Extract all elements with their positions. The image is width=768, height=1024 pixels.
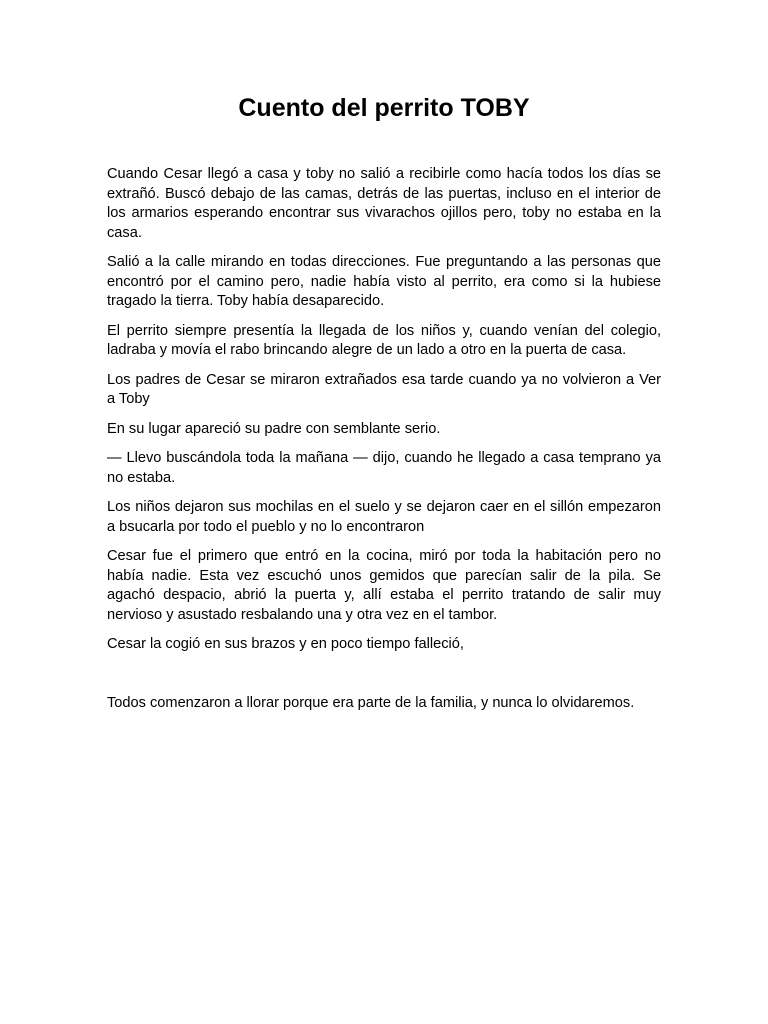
paragraph-7: Los niños dejaron sus mochilas en el suelo y se dejaron caer en el sillón empezaron a bsucarla por todo el pueblo y no lo encontraron xyxy=(107,499,661,535)
paragraph-9: Cesar la cogió en sus brazos y en poco tiempo falleció, xyxy=(107,636,464,652)
paragraph-3: El perrito siempre presentía la llegada de los niños y, cuando venían del colegio, ladraba y movía el rabo brincando alegre de un lado a otro en la puerta de casa. xyxy=(107,322,661,358)
paragraph-6: — Llevo buscándola toda la mañana — dijo, cuando he llegado a casa temprano ya no estaba. xyxy=(107,450,661,486)
paragraph-5: En su lugar apareció su padre con semblante serio. xyxy=(107,420,441,437)
paragraph-4: Los padres de Cesar se miraron extrañados esa tarde cuando ya no volvieron a Ver a Toby xyxy=(107,371,661,407)
document-title: Cuento del perrito TOBY xyxy=(238,94,530,122)
paragraph-1: Cuando Cesar llegó a casa y toby no salió a recibirle como hacía todos los días se extrañó. Buscó debajo de las camas, detrás de las puertas, incluso en el interior de los armarios esperando encontrar sus vivarachos ojillos pero, toby no estaba en la casa. xyxy=(107,166,661,241)
document-body xyxy=(107,165,661,723)
blank-line xyxy=(107,665,661,694)
paragraph-8: Cesar fue el primero que entró en la cocina, miró por toda la habitación pero no había nadie. Esta vez escuchó unos gemidos que parecían salir de la pila. Se agachó despacio, abrió la puerta y, allí estaba el perrito tratando de salir muy nervioso y asustado resbalando una y otra vez en el tambor. xyxy=(107,548,661,623)
closing-paragraph: Todos comenzaron a llorar porque era parte de la familia, y nunca lo olvidaremos. xyxy=(107,694,635,711)
paragraph-2: Salió a la calle mirando en todas direcciones. Fue preguntando a las personas que encontró por el camino pero, nadie había visto al perrito, era como si la hubiese tragado la tierra. Toby había desaparecido. xyxy=(107,254,661,309)
